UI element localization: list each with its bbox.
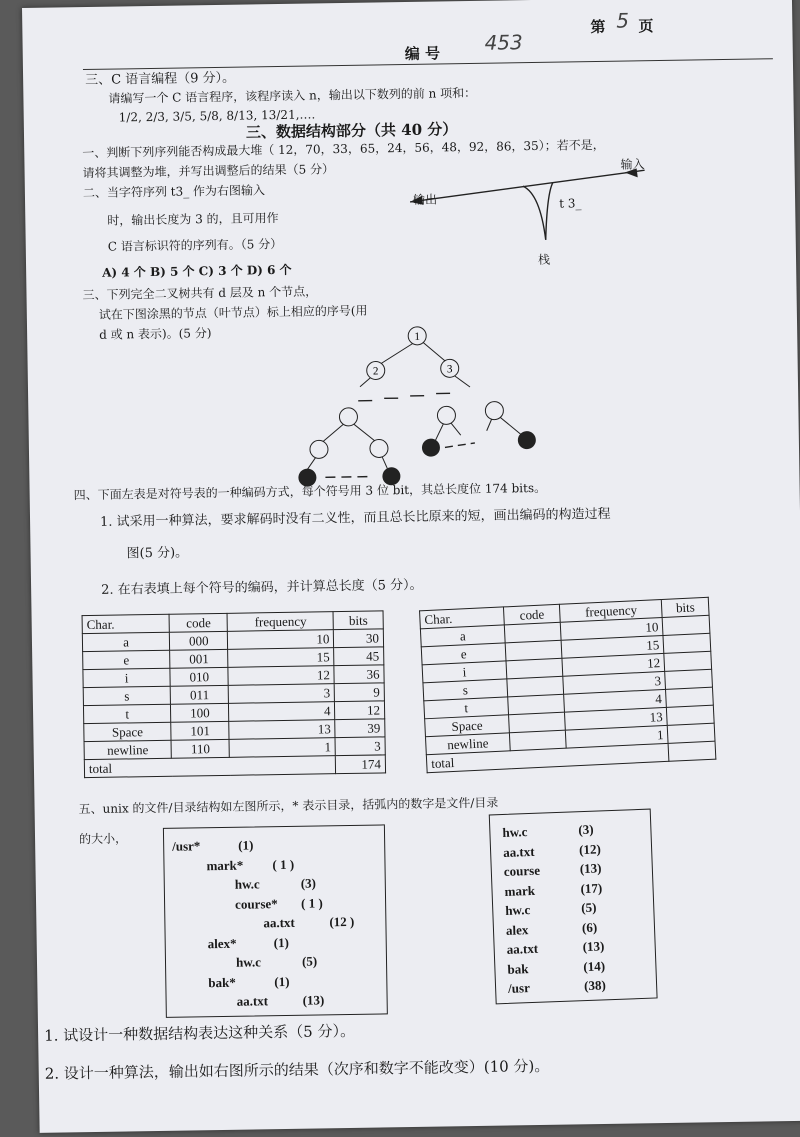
q3-line3: d 或 n 表示)。(5 分) — [99, 326, 212, 342]
tree-entry-size: (1) — [274, 973, 290, 989]
right-table-cell[interactable] — [663, 633, 710, 653]
left-table-cell: 10 — [228, 630, 334, 650]
right-table-header: frequency — [560, 599, 663, 622]
left-table-cell: 100 — [171, 703, 230, 722]
left-table-cell: 13 — [229, 720, 335, 740]
result-entry-name: aa.txt — [502, 843, 535, 860]
q5-sub2: 2. 设计一种算法，输出如右图所示的结果（次序和数字不能改变）(10 分)。 — [44, 1056, 550, 1083]
right-table-cell: 10 — [560, 617, 663, 640]
right-table-cell: Space — [425, 715, 510, 737]
right-table-cell: newline — [425, 733, 510, 755]
q3-line1: 三、下列完全二叉树共有 d 层及 n 个节点， — [82, 284, 318, 303]
right-table-cell: a — [420, 625, 505, 647]
q5-sub1: 1. 试设计一种数据结构表达这种关系（5 分）。 — [44, 1021, 356, 1045]
left-table-cell: 001 — [170, 649, 229, 668]
result-entry-name: course — [503, 862, 541, 879]
result-list-box — [489, 809, 658, 1005]
right-table-cell: s — [423, 679, 508, 701]
q5-intro: 五、unix 的文件/目录结构如左图所示，* 表示目录，括弧内的数字是文件/目录 — [78, 795, 499, 817]
q2-line1: 二、当字符序列 t3_ 作为右图输入 — [82, 183, 266, 201]
left-table-cell: 010 — [170, 667, 229, 686]
left-table-cell: 110 — [171, 739, 230, 758]
left-table-header: bits — [333, 611, 383, 630]
tree-entry-size: (3) — [300, 875, 317, 891]
page-label: 第 — [590, 17, 606, 37]
q5-intro2: 的大小， — [78, 831, 128, 847]
right-table-cell: 4 — [564, 689, 667, 712]
result-entry-size: (13) — [579, 860, 602, 877]
result-entry-name: hw.c — [505, 902, 531, 918]
right-table-cell: 3 — [563, 671, 666, 694]
c-section-prompt: 请编写一个 C 语言程序，该程序读入 n，输出以下数列的前 n 项和： — [108, 85, 477, 106]
tree-entry-name: course* — [234, 895, 278, 912]
tree-entry-name: aa.txt — [263, 914, 295, 931]
result-entry-size: (12) — [578, 840, 602, 857]
diagram-output-label: 输出 — [412, 192, 438, 207]
result-entry-name: bak — [507, 960, 529, 977]
exam-page — [22, 0, 800, 1133]
result-entry-name: /usr — [507, 980, 531, 996]
left-table-cell: s — [83, 686, 170, 705]
tree-node-3: 3 — [446, 363, 453, 376]
left-table-cell: 000 — [169, 631, 228, 650]
directory-tree-box — [163, 824, 388, 1017]
left-table-cell: 39 — [335, 719, 385, 738]
result-entry-size: (5) — [580, 899, 597, 916]
tree-entry-size: (1) — [238, 837, 254, 853]
left-table-header: code — [169, 613, 228, 632]
left-code-table — [82, 610, 387, 778]
page-value: 5 — [616, 8, 630, 33]
left-table-cell: 30 — [334, 629, 384, 648]
right-table-cell: 15 — [561, 635, 664, 658]
code-label: 编 号 — [404, 44, 441, 63]
right-table-cell: 1 — [566, 725, 669, 748]
right-table-cell: i — [422, 661, 507, 683]
tree-entry-name: alex* — [207, 935, 237, 951]
c-section-title: 三、C 语言编程（9 分）。 — [85, 70, 236, 89]
right-table-cell: t — [424, 697, 509, 719]
left-table-header: Char. — [82, 614, 169, 633]
right-table-cell[interactable] — [663, 615, 710, 635]
result-entry-size: (13) — [582, 938, 605, 955]
tree-entry-name: hw.c — [234, 876, 260, 892]
left-table-cell: Space — [84, 722, 171, 741]
tree-entry-name: aa.txt — [236, 993, 269, 1009]
left-table-cell: a — [82, 632, 169, 651]
tree-entry-size: (12 ) — [329, 913, 355, 930]
binary-tree-diagram — [267, 322, 540, 491]
diagram-seq-label: t 3_ — [559, 196, 582, 211]
tree-entry-name: bak* — [208, 974, 236, 990]
tree-node-2: 2 — [372, 365, 379, 378]
result-entry-size: (17) — [580, 879, 603, 896]
right-table-cell: e — [421, 643, 506, 665]
left-table-cell: 36 — [334, 665, 384, 684]
tree-entry-name: mark* — [206, 857, 244, 873]
right-table-total-label: total — [426, 751, 511, 773]
q4-sub2: 2. 在右表填上每个符号的编码，并计算总长度（5 分）。 — [101, 577, 423, 598]
result-entry-name: mark — [504, 882, 536, 899]
c-section-sequence: 1/2, 2/3, 3/5, 5/8, 8/13, 13/21,…. — [118, 107, 316, 125]
q4-sub1: 1. 试采用一种算法，要求解码时没有二义性，而且总长比原来的短，画出编码的构造过程 — [99, 506, 611, 530]
ds-section-title: 三、数据结构部分（共 40 分） — [245, 120, 458, 142]
left-table-cell: i — [83, 668, 170, 687]
left-table-total-label: total — [84, 758, 171, 777]
tree-node-1: 1 — [414, 330, 421, 343]
result-entry-size: (14) — [583, 957, 606, 974]
right-code-table — [419, 597, 716, 773]
left-table-cell: 3 — [335, 737, 385, 756]
tree-entry-size: (1) — [273, 934, 289, 950]
result-entry-size: (6) — [581, 919, 598, 935]
q3-line2: 试在下图涂黑的节点（叶节点）标上相应的序号(用 — [98, 303, 368, 322]
right-table-cell[interactable] — [668, 723, 715, 743]
q1-line2: 请将其调整为堆，并写出调整后的结果（5 分） — [82, 162, 335, 181]
tree-entry-name: /usr* — [172, 838, 201, 854]
q2-line3: C 语言标识符的序列有。（5 分） — [107, 236, 283, 254]
q1-line1: 一、判断下列序列能否构成最大堆（ 12，70，33，65，24，56，48，92，86，35）；若不是， — [82, 137, 605, 161]
right-table-cell[interactable] — [667, 705, 714, 725]
left-table-cell: 15 — [228, 648, 334, 668]
left-table-cell: 3 — [229, 684, 335, 704]
right-table-cell[interactable] — [665, 669, 712, 689]
right-table-cell: 12 — [562, 653, 665, 676]
left-table-total-value: 174 — [336, 755, 386, 774]
diagram-input-label: 输入 — [620, 157, 645, 172]
left-table-cell: 12 — [335, 701, 385, 720]
result-entry-size: (38) — [583, 977, 607, 994]
tree-entry-size: ( 1 ) — [300, 894, 323, 911]
tree-entry-size: ( 1 ) — [272, 856, 295, 872]
left-table-header: frequency — [228, 612, 334, 632]
right-table-cell: 13 — [565, 707, 668, 730]
left-table-cell: 011 — [170, 685, 229, 704]
left-table-cell: 45 — [334, 647, 384, 666]
right-table-header: bits — [662, 597, 709, 617]
left-table-cell: newline — [84, 740, 171, 759]
q4-intro: 四、下面左表是对符号表的一种编码方式，每个符号用 3 位 bit，其总长度位 174 bits。 — [73, 480, 547, 503]
right-table-header: Char. — [420, 607, 505, 629]
right-table-cell[interactable] — [666, 687, 713, 707]
result-entry-name: alex — [505, 921, 529, 938]
result-entry-name: aa.txt — [506, 940, 539, 957]
q4-sub1b: 图(5 分)。 — [126, 545, 189, 562]
left-table-cell: t — [83, 704, 170, 723]
right-table-cell[interactable] — [664, 651, 711, 671]
left-table-cell: 1 — [229, 738, 335, 758]
right-table-header: code — [503, 604, 560, 625]
page-suffix: 页 — [638, 17, 654, 36]
q2-line2: 时，输出长度为 3 的，且可用作 — [107, 210, 279, 228]
left-table-cell: e — [83, 650, 170, 669]
code-value: 453 — [484, 30, 523, 55]
tree-entry-size: (5) — [301, 953, 318, 969]
q2-options: A) 4 个 B) 5 个 C) 3 个 D) 6 个 — [102, 262, 292, 280]
result-entry-name: hw.c — [502, 824, 528, 840]
tree-entry-size: (13) — [302, 992, 325, 1008]
left-table-total-row — [84, 755, 385, 778]
left-table-cell: 4 — [229, 702, 335, 722]
tree-entry-name: hw.c — [235, 954, 262, 970]
left-table-cell: 12 — [228, 666, 334, 686]
left-table-cell: 9 — [335, 683, 385, 702]
diagram-stack-label: 栈 — [537, 252, 551, 267]
result-entry-size: (3) — [578, 821, 594, 838]
left-table-cell: 101 — [171, 721, 230, 740]
